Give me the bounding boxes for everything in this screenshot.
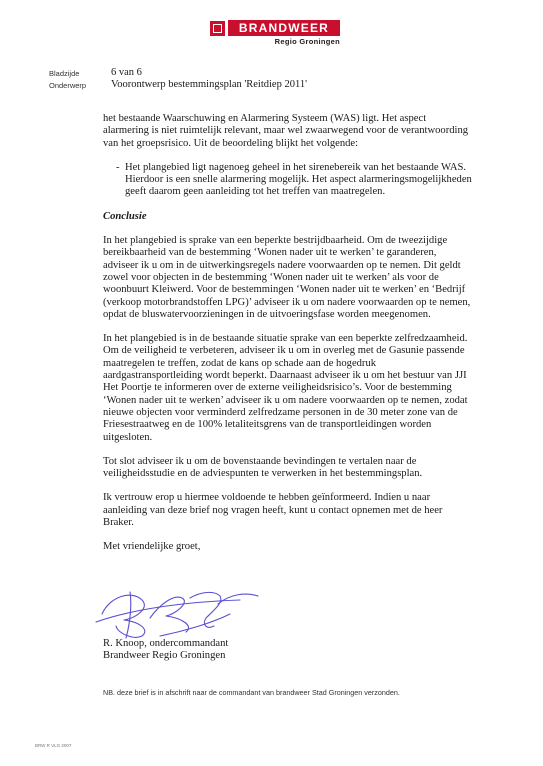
page-number: 6 van 6 <box>111 67 142 78</box>
footer-form-code: BRW R VLG 2007 <box>35 743 72 748</box>
paragraph-4: Ik vertrouw erop u hiermee voldoende te hebben geïnformeerd. Indien u naar aanleiding van deze brief nog vragen heeft, kunt u contact opnemen met de heer Braker. <box>103 492 443 529</box>
intro-paragraph: het bestaande Waarschuwing en Alarmering Systeem (WAS) ligt. Het aspect alarmering is niet ruimtelijk relevant, maar wel zwaarwegend voor de verantwoording van het groepsrisico. Uit de beoordeling blijkt het volgende: <box>103 113 469 149</box>
paragraph-1: In het plangebied is sprake van een beperkte bestrijdbaarheid. Om de tweezijdige bereikbaarheid van de bestemming ‘Wonen nader uit te werken’ te garanderen, adviseer ik u om in de uitwerkingsregels nadere voorwaarden op te nemen. Dit geldt zowel voor objecten in de bestemming ‘Wonen nader uit te werken’ als voor de woonbuurt Kleiwerd. Voor de bestemmingen ‘Wonen nader uit te werken’ en ‘Bedrijf (verkoop motorbrandstoffen LPG)’ adviseer ik u om nadere voorwaarden op te nemen, opdat de bluswatervoorzieningen in de uitvoeringsfase worden meegenomen. <box>103 235 471 320</box>
paragraph-2: In het plangebied is in de bestaande situatie sprake van een beperkte zelfredzaamheid. Om de veiligheid te verbeteren, adviseer ik u om in overleg met de Gasunie passende maatregelen te treffen, zodat de kans op schade aan de hogedruk aardgastransportleiding wordt beperkt. Daarnaast adviseer ik u om het bestuur van JJI Het Poortje te informeren over de externe veiligheidsrisico’s. Voor de bestemming ‘Wonen nader uit te werken’ adviseer ik u om nadere voorwaarden op te nemen, zodat nieuwe objecten voor verminderd zelfredzame personen in de 30 meter zone van de Friesestraatweg en de 100% letaliteitsgrens van de transportleidingen worden uitgesloten. <box>103 333 468 443</box>
conclusion-heading: Conclusie <box>103 210 147 222</box>
bullet-item <box>103 162 473 199</box>
subject-label: Onderwerp <box>49 81 87 90</box>
handwritten-signature <box>90 574 280 644</box>
logo-emblem-icon <box>210 21 225 36</box>
page-label: Bladzijde <box>49 69 80 78</box>
brandweer-logo <box>210 20 340 46</box>
copy-note: NB. deze brief is in afschrift naar de commandant van brandweer Stad Groningen verzonden. <box>103 688 400 697</box>
closing-greeting: Met vriendelijke groet, <box>103 541 201 553</box>
logo-title: BRANDWEER <box>228 20 340 36</box>
bullet-mark: - <box>116 161 120 173</box>
logo-subtitle: Regio Groningen <box>274 37 340 46</box>
signatory-block <box>103 638 228 663</box>
paragraph-3: Tot slot adviseer ik u om de bovenstaande bevindingen te vertalen naar de veiligheidsstudie en de adviespunten te verwerken in het bestemmingsplan. <box>103 455 423 480</box>
letter-body <box>103 113 473 566</box>
signatory-organization: Brandweer Regio Groningen <box>103 650 226 662</box>
meta-labels <box>49 68 86 92</box>
bullet-text: Het plangebied ligt nagenoeg geheel in het sirenebereik van het bestaande WAS. Hierdoor is een snelle alarmering mogelijk. Het aspect alarmeringsmogelijkheden geeft daarom geen aanleiding tot het treffen van maatregelen. <box>125 161 472 198</box>
subject-title: Voorontwerp bestemmingsplan 'Reitdiep 2011' <box>111 79 307 90</box>
signatory-name: R. Knoop, ondercommandant <box>103 638 229 649</box>
meta-values <box>111 67 307 91</box>
